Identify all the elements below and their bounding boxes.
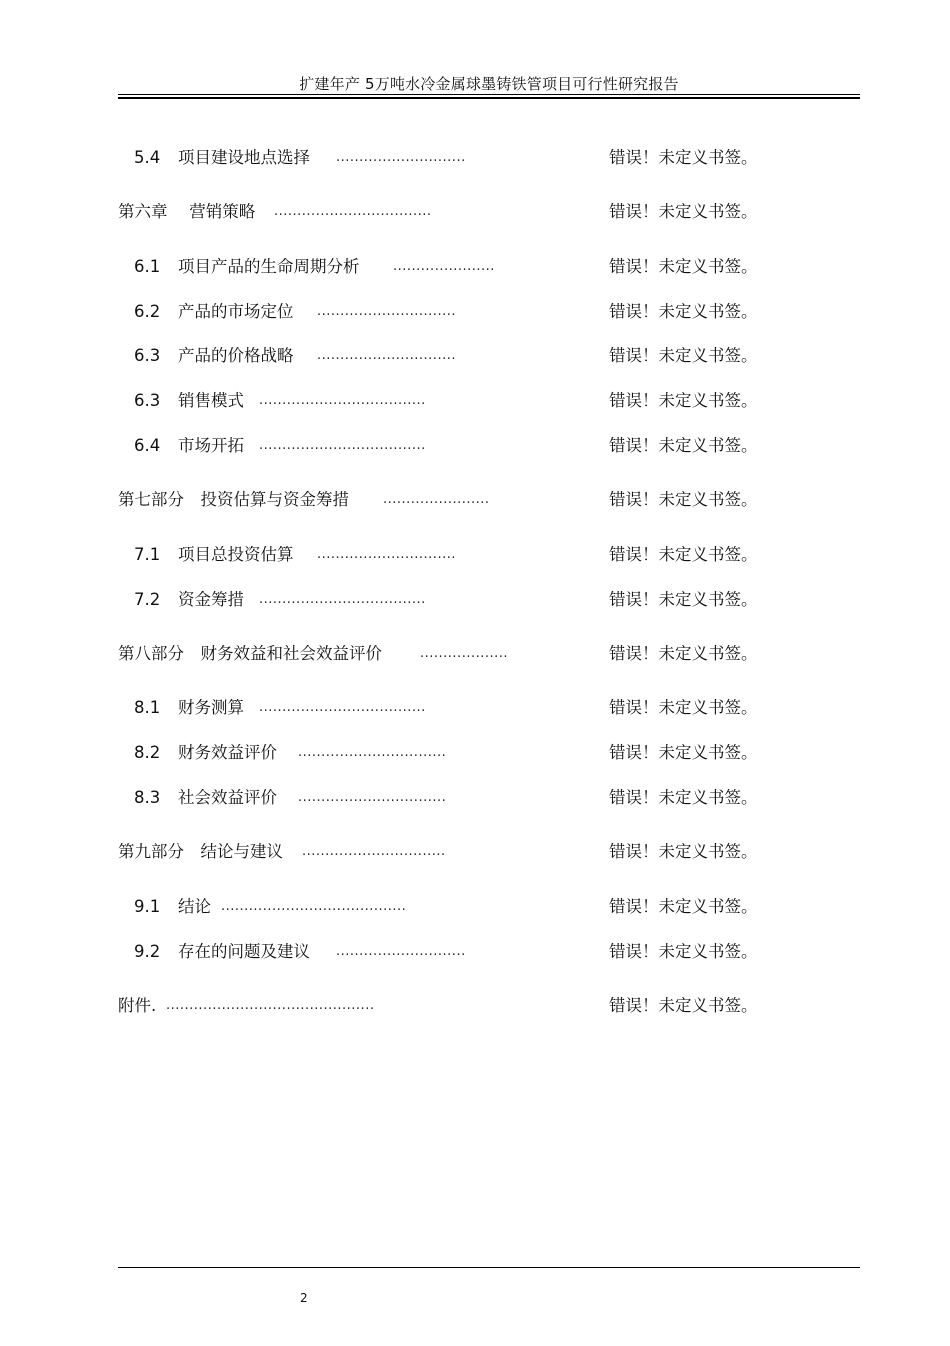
toc-chapter[interactable] [118,994,818,1018]
toc-page-ref: 错误！未定义书签。 [609,302,758,321]
toc-chapter[interactable] [118,488,818,512]
toc-leader-dots: ....................... [383,492,490,507]
header-title: 扩建年产 5万吨水冷金属球墨铸铁管项目可行性研究报告 [299,75,679,93]
toc-number: 8.1 [134,698,161,717]
toc-leader-dots: ...................... [393,259,495,274]
toc-leader-dots: .................................. [274,204,432,219]
toc-section[interactable] [118,255,818,279]
toc-page-ref: 错误！未定义书签。 [609,996,758,1015]
toc-leader-dots: ............................................. [166,998,375,1013]
toc-leader-dots: .................................... [259,700,426,715]
toc-page-ref: 错误！未定义书签。 [609,644,758,663]
toc-title: 第九部分 结论与建议 [118,842,283,861]
toc-number: 8.2 [134,743,161,762]
toc-leader-dots: ............................... [302,844,446,859]
toc-page-ref: 错误！未定义书签。 [609,490,758,509]
toc-leader-dots: .............................. [317,348,456,363]
toc-title: 附件. [118,996,157,1015]
toc-title: 产品的市场定位 [178,302,294,321]
toc-chapter[interactable] [118,840,818,864]
page-number: 2 [300,1291,308,1305]
toc-page-ref: 错误！未定义书签。 [609,391,758,410]
toc-number: 6.2 [134,302,161,321]
toc-leader-dots: .............................. [317,304,456,319]
toc-number: 6.3 [134,346,161,365]
toc-title: 项目建设地点选择 [178,148,310,167]
toc-leader-dots: ............................ [336,150,466,165]
toc-number: 7.1 [134,545,161,564]
toc-number: 6.1 [134,257,161,276]
toc-title: 产品的价格战略 [178,346,294,365]
toc-chapter[interactable] [118,200,818,224]
toc-title: 存在的问题及建议 [178,942,310,961]
toc-section[interactable] [118,300,818,324]
toc-title: 销售模式 [178,391,244,410]
toc-number: 6.3 [134,391,161,410]
toc-chapter[interactable] [118,642,818,666]
toc-section[interactable] [118,389,818,413]
toc-number: 5.4 [134,148,161,167]
toc-title: 项目总投资估算 [178,545,294,564]
toc-page-ref: 错误！未定义书签。 [609,202,758,221]
toc-number: 8.3 [134,788,161,807]
toc-page-ref: 错误！未定义书签。 [609,346,758,365]
toc-page-ref: 错误！未定义书签。 [609,257,758,276]
toc-page-ref: 错误！未定义书签。 [609,436,758,455]
toc-title: 市场开拓 [178,436,244,455]
toc-page-ref: 错误！未定义书签。 [609,942,758,961]
toc-page-ref: 错误！未定义书签。 [609,590,758,609]
toc-section[interactable] [118,344,818,368]
toc-title: 第七部分 投资估算与资金筹措 [118,490,349,509]
toc-page-ref: 错误！未定义书签。 [609,897,758,916]
toc-section[interactable] [118,434,818,458]
toc-section[interactable] [118,696,818,720]
toc-section[interactable] [118,741,818,765]
toc-page-ref: 错误！未定义书签。 [609,545,758,564]
toc-page-ref: 错误！未定义书签。 [609,743,758,762]
header-rule-thick [118,97,860,99]
header-rule-thin [118,94,860,95]
toc-leader-dots: .................................... [259,393,426,408]
toc-page-ref: 错误！未定义书签。 [609,698,758,717]
toc-leader-dots: .................................... [259,592,426,607]
toc-leader-dots: ............................ [336,944,466,959]
footer-rule [118,1267,860,1268]
toc-leader-dots: ................... [420,646,509,661]
toc-section[interactable] [118,895,818,919]
toc-page-ref: 错误！未定义书签。 [609,788,758,807]
toc-title: 社会效益评价 [178,788,277,807]
toc-page-ref: 错误！未定义书签。 [609,148,758,167]
toc-title: 财务测算 [178,698,244,717]
toc-section[interactable] [118,588,818,612]
toc-leader-dots: .................................... [259,438,426,453]
toc-title: 第八部分 财务效益和社会效益评价 [118,644,382,663]
toc-leader-dots: ........................................ [221,899,407,914]
toc-number: 9.2 [134,942,161,961]
toc-leader-dots: .............................. [317,547,456,562]
toc-title: 项目产品的生命周期分析 [178,257,360,276]
toc-section[interactable] [118,146,818,170]
toc-section[interactable] [118,786,818,810]
toc-leader-dots: ................................ [298,790,447,805]
toc-section[interactable] [118,543,818,567]
toc-title: 资金筹措 [178,590,244,609]
toc-number: 9.1 [134,897,161,916]
toc-leader-dots: ................................ [298,745,447,760]
toc-number: 6.4 [134,436,161,455]
toc-title: 第六章 营销策略 [118,202,256,221]
toc-section[interactable] [118,940,818,964]
toc-title: 财务效益评价 [178,743,277,762]
toc-page-ref: 错误！未定义书签。 [609,842,758,861]
toc-number: 7.2 [134,590,161,609]
toc-title: 结论 [178,897,211,916]
